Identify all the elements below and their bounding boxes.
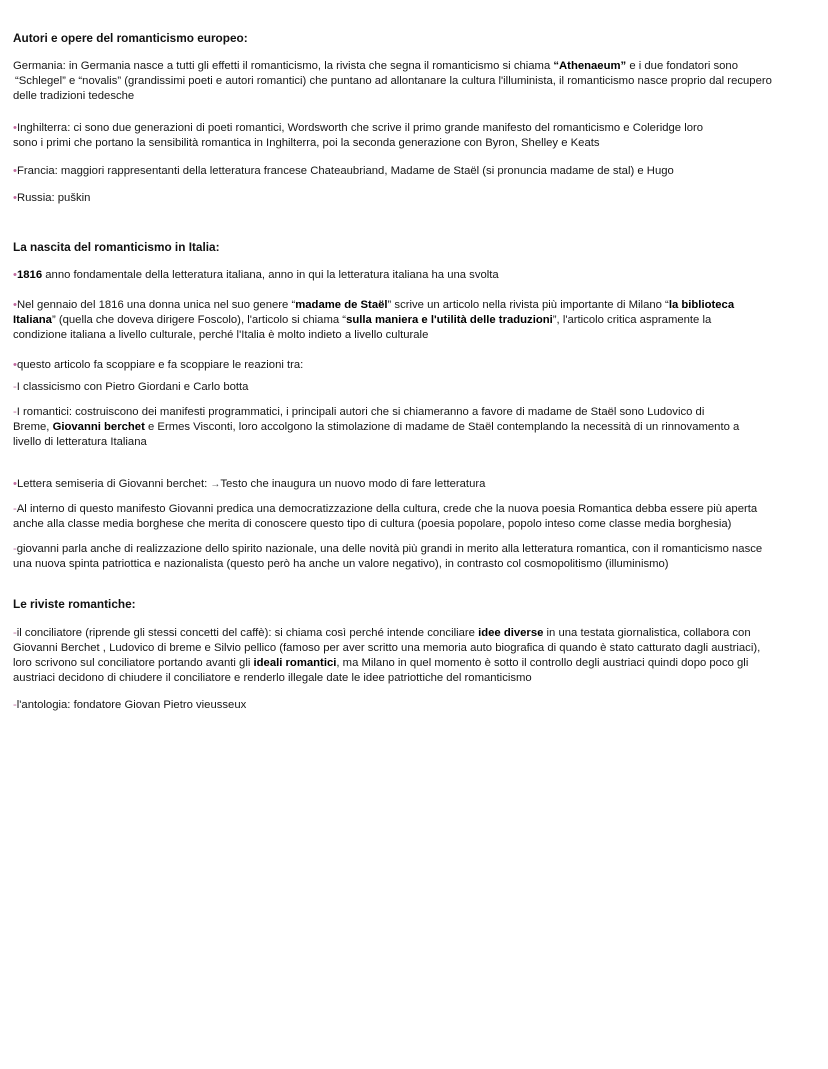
lettera-semiseria-line: •Lettera semiseria di Giovanni berchet: →Testo che inaugura un nuovo modo di fare letteratura xyxy=(13,478,486,490)
stael-line-3: condizione italiana a livello culturale, perché l'Italia è molto indieto a livello culturale xyxy=(13,329,429,341)
bullet-dash: - xyxy=(13,543,17,555)
spirito-nazionale-line-1: -giovanni parla anche di realizzazione dello spirito nazionale, una delle novità più grandi in merito alla letteratura romantica, con il romanticismo nasce xyxy=(13,543,763,555)
inghilterra-line-1: •Inghilterra: ci sono due generazioni di poeti romantici, Wordsworth che scrive il primo grande manifesto del romanticismo e Coleridge loro xyxy=(13,122,704,134)
heading-riviste-romantiche: Le riviste romantiche: xyxy=(13,597,136,611)
antologia-line: -l'antologia: fondatore Giovan Pietro vieusseux xyxy=(13,699,247,711)
bullet-dash: - xyxy=(13,627,17,639)
classicismo-line: -I classicismo con Pietro Giordani e Carlo botta xyxy=(13,381,249,393)
romantici-line-1: -I romantici: costruiscono dei manifesti programmatici, i principali autori che si chiameranno a favore di madame de Staël sono Ludovico di xyxy=(13,406,705,418)
conciliatore-line-3: loro scrivono sul conciliatore portando avanti gli ideali romantici, ma Milano in quel momento è sotto il controllo degli austriaci quindi dopo poco gli xyxy=(13,657,749,669)
democratizzazione-line-1: -Al interno di questo manifesto Giovanni predica una democratizzazione della cultura, crede che la nuova poesia Romantica debba essere più aperta xyxy=(13,503,758,515)
bullet-dash: - xyxy=(13,503,17,515)
bullet-dot: • xyxy=(13,165,17,177)
bullet-dot: • xyxy=(13,192,17,204)
germania-line-2: “Schlegel” e “novalis” (grandissimi poeti e autori romantici) che puntano ad allontanare la cultura l'illuminista, il romanticismo nasce proprio dal recupero xyxy=(15,75,772,87)
romantici-line-2: Breme, Giovanni berchet e Ermes Visconti, loro accolgono la stimolazione di madame de Staël contemplando la necessità di un rinnovamento a xyxy=(13,421,740,433)
heading-romanticismo-europeo: Autori e opere del romanticismo europeo: xyxy=(13,31,248,45)
germania-line-1: Germania: in Germania nasce a tutti gli effetti il romanticismo, la rivista che segna il romanticismo si chiama “Athenaeum” e i due fondatori sono xyxy=(13,60,738,72)
conciliatore-line-4: austriaci decidono di chiudere il conciliatore e renderlo illegale date le idee patriottiche del romanticismo xyxy=(13,672,532,684)
inghilterra-line-2: sono i primi che portano la sensibilità romantica in Inghilterra, poi la seconda generazione con Byron, Shelley e Keats xyxy=(13,137,600,149)
bullet-dash: - xyxy=(13,381,17,393)
bullet-dash: - xyxy=(13,699,17,711)
arrow-icon: → xyxy=(210,479,221,490)
conciliatore-line-2: Giovanni Berchet , Ludovico di breme e Silvio pellico (famoso per aver scritto una memoria auto biografica di quando è stato catturato dagli austriaci), xyxy=(13,642,761,654)
bullet-dot: • xyxy=(13,122,17,134)
spirito-nazionale-line-2: una nuova spinta patriottica e nazionalista (questo però ha anche un valore negativo), in contrasto col cosmopolitismo (illuminismo) xyxy=(13,558,669,570)
reazioni-line: •questo articolo fa scoppiare e fa scoppiare le reazioni tra: xyxy=(13,359,304,371)
stael-line-1: •Nel gennaio del 1816 una donna unica nel suo genere “madame de Staël” scrive un articolo nella rivista più importante di Milano “la biblioteca xyxy=(13,299,735,311)
bullet-dot: • xyxy=(13,269,17,281)
democratizzazione-line-2: anche alla classe media borghese che merita di conoscere questo tipo di cultura (poesia popolare, popolo inteso come classe media borghesia) xyxy=(13,518,732,530)
germania-line-3: delle tradizioni tedesche xyxy=(13,90,135,102)
stael-line-2: Italiana” (quella che doveva dirigere Foscolo), l'articolo si chiama “sulla maniera e l'utilità delle traduzioni”, l'articolo critica aspramente la xyxy=(13,314,712,326)
heading-romanticismo-italia: La nascita del romanticismo in Italia: xyxy=(13,240,220,254)
p-1816: •1816 anno fondamentale della letteratura italiana, anno in qui la letteratura italiana ha una svolta xyxy=(13,269,499,281)
francia-line: •Francia: maggiori rappresentanti della letteratura francese Chateaubriand, Madame de Staël (si pronuncia madame de stal) e Hugo xyxy=(13,165,674,177)
bullet-dot: • xyxy=(13,299,17,311)
bullet-dot: • xyxy=(13,359,17,371)
russia-line: •Russia: puškin xyxy=(13,192,91,204)
romantici-line-3: livello di letteratura Italiana xyxy=(13,436,147,448)
bullet-dash: - xyxy=(13,406,17,418)
bullet-dot: • xyxy=(13,478,17,490)
conciliatore-line-1: -il conciliatore (riprende gli stessi concetti del caffè): si chiama così perché intende conciliare idee diverse in una testata giornalistica, collabora con xyxy=(13,627,751,639)
